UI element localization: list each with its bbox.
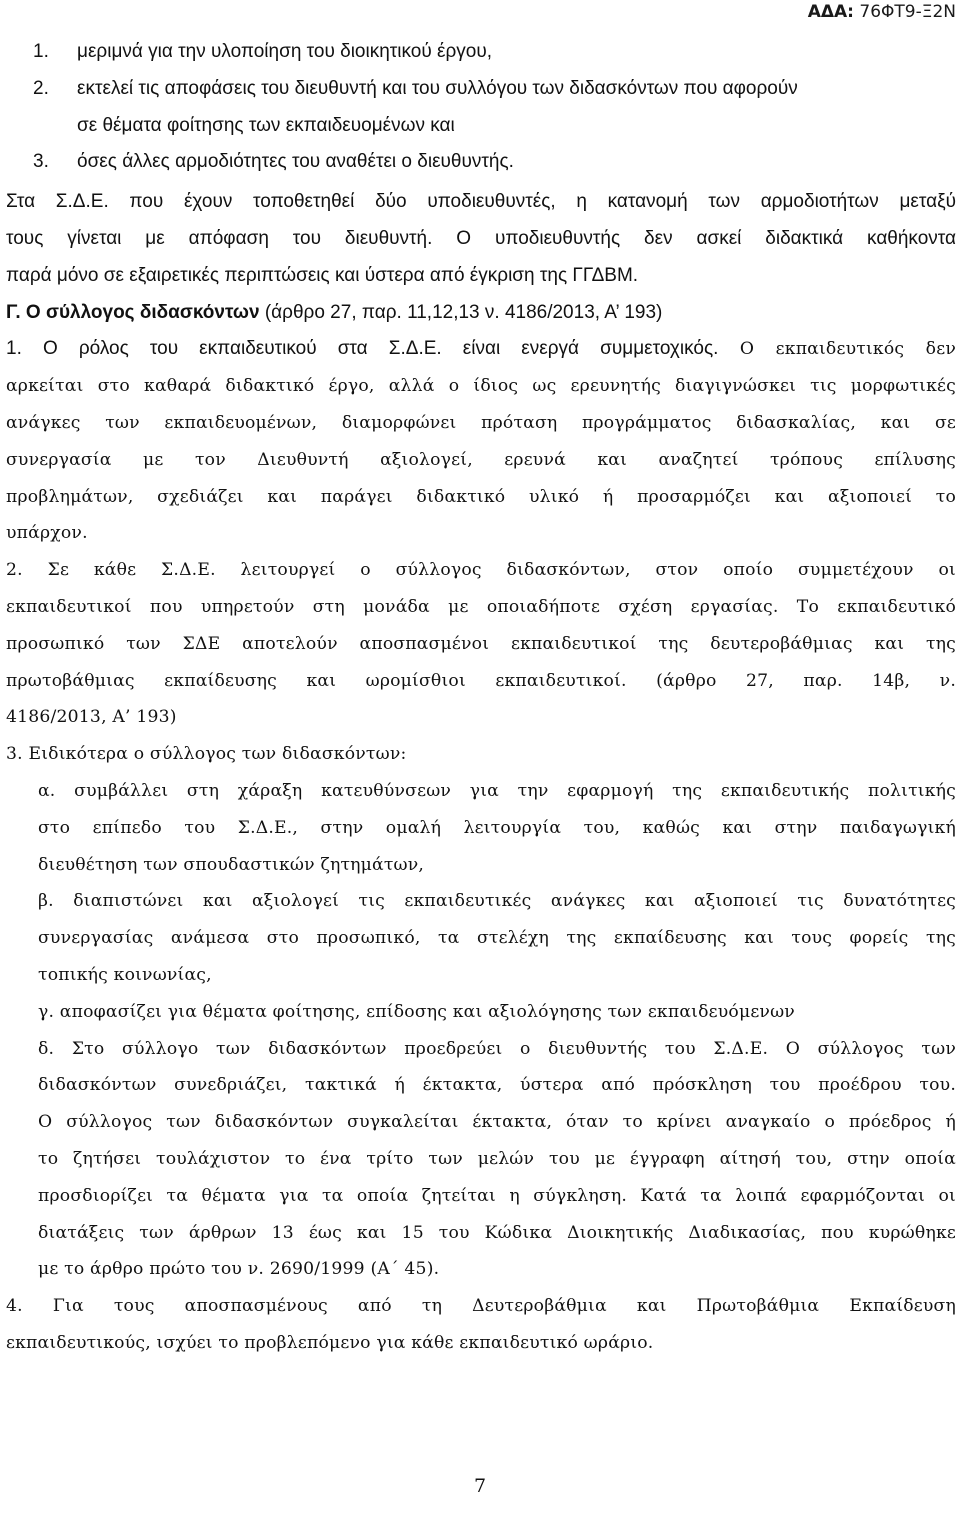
paragraph-line: Ο σύλλογος των διδασκόντων συγκαλείται έκτακτα, όταν το κρίνει αναγκαίο ο πρόεδρος ή — [38, 1112, 956, 1133]
ada-label: ΑΔΑ: — [807, 2, 854, 22]
section-reference: (άρθρο 27, παρ. 11,12,13 ν. 4186/2013, Α’ 193) — [259, 301, 663, 323]
item-1 — [6, 331, 956, 552]
list-number: 3. — [33, 151, 49, 173]
paragraph-line: α. συμβάλλει στη χάραξη κατευθύνσεων για την εφαρμογή της εκπαιδευτικής πολιτικής — [38, 780, 956, 801]
paragraph-line: υπάρχον. — [6, 523, 88, 544]
list-text — [77, 144, 956, 181]
duties-list — [6, 34, 956, 181]
item-2 — [6, 552, 956, 736]
paragraph-line: συνεργασία με τον Διευθυντή αξιολογεί, ερευνά και αναζητεί τρόπους επίλυσης — [6, 449, 956, 470]
paragraph-line: τοπικής κοινωνίας, — [38, 964, 212, 985]
paragraph-line: προσωπικό των ΣΔΕ αποτελούν αποσπασμένοι εκπαιδευτικοί της δευτεροβάθμιας και της — [6, 633, 956, 654]
section-heading — [6, 295, 956, 332]
item-1-lead-tail: Ο εκπαιδευτικός δεν — [718, 339, 956, 360]
sub-item-a — [6, 773, 956, 883]
paragraph-line: διατάξεις των άρθρων 13 έως και 15 του Κώδικα Διοικητικής Διαδικασίας, που κυρώθηκε — [38, 1222, 956, 1243]
paragraph-line: γ. αποφασίζει για θέματα φοίτησης, επίδοσης και αξιολόγησης των εκπαιδευόμενων — [38, 1001, 795, 1022]
list-text — [77, 34, 956, 71]
list-number: 1. — [33, 41, 49, 62]
ada-code — [808, 2, 956, 22]
paragraph-line: το ζητήσει τουλάχιστον το ένα τρίτο των μελών του με έγγραφη αίτησή του, στην οποία — [38, 1148, 956, 1169]
paragraph-line — [6, 331, 956, 368]
sub-item-b — [6, 883, 956, 993]
paragraph-line: διευθέτηση των σπουδαστικών ζητημάτων, — [38, 854, 425, 875]
paragraph-sde — [6, 184, 956, 294]
paragraph-line: παρά μόνο σε εξαιρετικές περιπτώσεις και ύστερα από έγκριση της ΓΓΔΒΜ. — [6, 264, 639, 286]
paragraph-line: προσδιορίζει τα θέματα για τα οποία ζητείται η σύγκληση. Κατά τα λοιπά εφαρμόζονται οι — [38, 1185, 956, 1206]
list-item — [6, 71, 956, 145]
list-line: εκτελεί τις αποφάσεις του διευθυντή και του συλλόγου των διδασκόντων που αφορούν — [77, 77, 798, 99]
paragraph-line: β. διαπιστώνει και αξιολογεί τις εκπαιδευτικές ανάγκες και αξιοποιεί τις δυνατότητες — [38, 891, 956, 912]
document-body — [6, 34, 956, 1362]
paragraph-line: εκπαιδευτικούς, ισχύει το προβλεπόμενο για κάθε εκπαιδευτικό ωράριο. — [6, 1332, 654, 1353]
list-number: 2. — [33, 77, 49, 99]
paragraph-line: διδασκόντων συνεδριάζει, τακτικά ή έκτακτα, ύστερα από πρόσκληση του προέδρου του. — [38, 1075, 956, 1096]
paragraph-line: εκπαιδευτικοί που υπηρετούν στη μονάδα με οποιαδήποτε σχέση εργασίας. Το εκπαιδευτικό — [6, 596, 956, 617]
item-4 — [6, 1288, 956, 1362]
ada-value: 76ΦΤ9-Ξ2Ν — [859, 2, 956, 22]
paragraph-line: τους γίνεται με απόφαση του διευθυντή. Ο υποδιευθυντής δεν ασκεί διδακτικά καθήκοντα — [6, 227, 956, 249]
item-3 — [6, 736, 956, 1288]
sub-item-d — [6, 1031, 956, 1289]
paragraph-line: με το άρθρο πρώτο του ν. 2690/1999 (Α΄ 45). — [38, 1259, 440, 1280]
paragraph-line: δ. Στο σύλλογο των διδασκόντων προεδρεύει ο διευθυντής του Σ.Δ.Ε. Ο σύλλογος των — [38, 1038, 956, 1059]
section-title: Γ. Ο σύλλογος διδασκόντων — [6, 301, 260, 323]
paragraph-line: προβλημάτων, σχεδιάζει και παράγει διδακτικό υλικό ή προσαρμόζει και αξιοποιεί το — [6, 486, 956, 507]
list-line: μεριμνά για την υλοποίηση του διοικητικού έργου, — [77, 41, 493, 62]
sub-item-g — [6, 994, 956, 1031]
list-item — [6, 144, 956, 181]
list-line: σε θέματα φοίτησης των εκπαιδευομένων και — [77, 114, 455, 136]
paragraph-line: 2. Σε κάθε Σ.Δ.Ε. λειτουργεί ο σύλλογος διδασκόντων, στον οποίο συμμετέχουν οι — [6, 560, 956, 581]
page-number: 7 — [473, 1475, 487, 1497]
item-3-intro: 3. Ειδικότερα ο σύλλογος των διδασκόντων: — [6, 744, 407, 765]
paragraph-line: 4. Για τους αποσπασμένους από τη Δευτεροβάθμια και Πρωτοβάθμια Εκπαίδευση — [6, 1296, 956, 1317]
list-line: όσες άλλες αρμοδιότητες του αναθέτει ο διευθυντής. — [77, 151, 514, 173]
list-text — [77, 71, 956, 145]
item-1-lead: 1. Ο ρόλος του εκπαιδευτικού στα Σ.Δ.Ε. είναι ενεργά συμμετοχικός. — [6, 338, 719, 360]
paragraph-line: πρωτοβάθμιας εκπαίδευσης και ωρομίσθιοι εκπαιδευτικοί. (άρθρο 27, παρ. 14β, ν. — [6, 670, 956, 691]
paragraph-line: αρκείται στο καθαρά διδακτικό έργο, αλλά ο ίδιος ως ερευνητής διαγιγνώσκει τις μορφωτικές — [6, 376, 956, 397]
paragraph-line: συνεργασίας ανάμεσα στο προσωπικό, τα στελέχη της εκπαίδευσης και τους φορείς της — [38, 928, 956, 949]
paragraph-line: ανάγκες των εκπαιδευομένων, διαμορφώνει πρόταση προγράμματος διδασκαλίας, και σε — [6, 412, 956, 433]
paragraph-line: 4186/2013, Α’ 193) — [6, 707, 177, 728]
paragraph-line: στο επίπεδο του Σ.Δ.Ε., στην ομαλή λειτουργία του, καθώς και στην παιδαγωγική — [38, 817, 956, 838]
paragraph-line: Στα Σ.Δ.Ε. που έχουν τοποθετηθεί δύο υποδιευθυντές, η κατανομή των αρμοδιοτήτων μεταξύ — [6, 191, 956, 213]
list-item — [6, 34, 956, 71]
